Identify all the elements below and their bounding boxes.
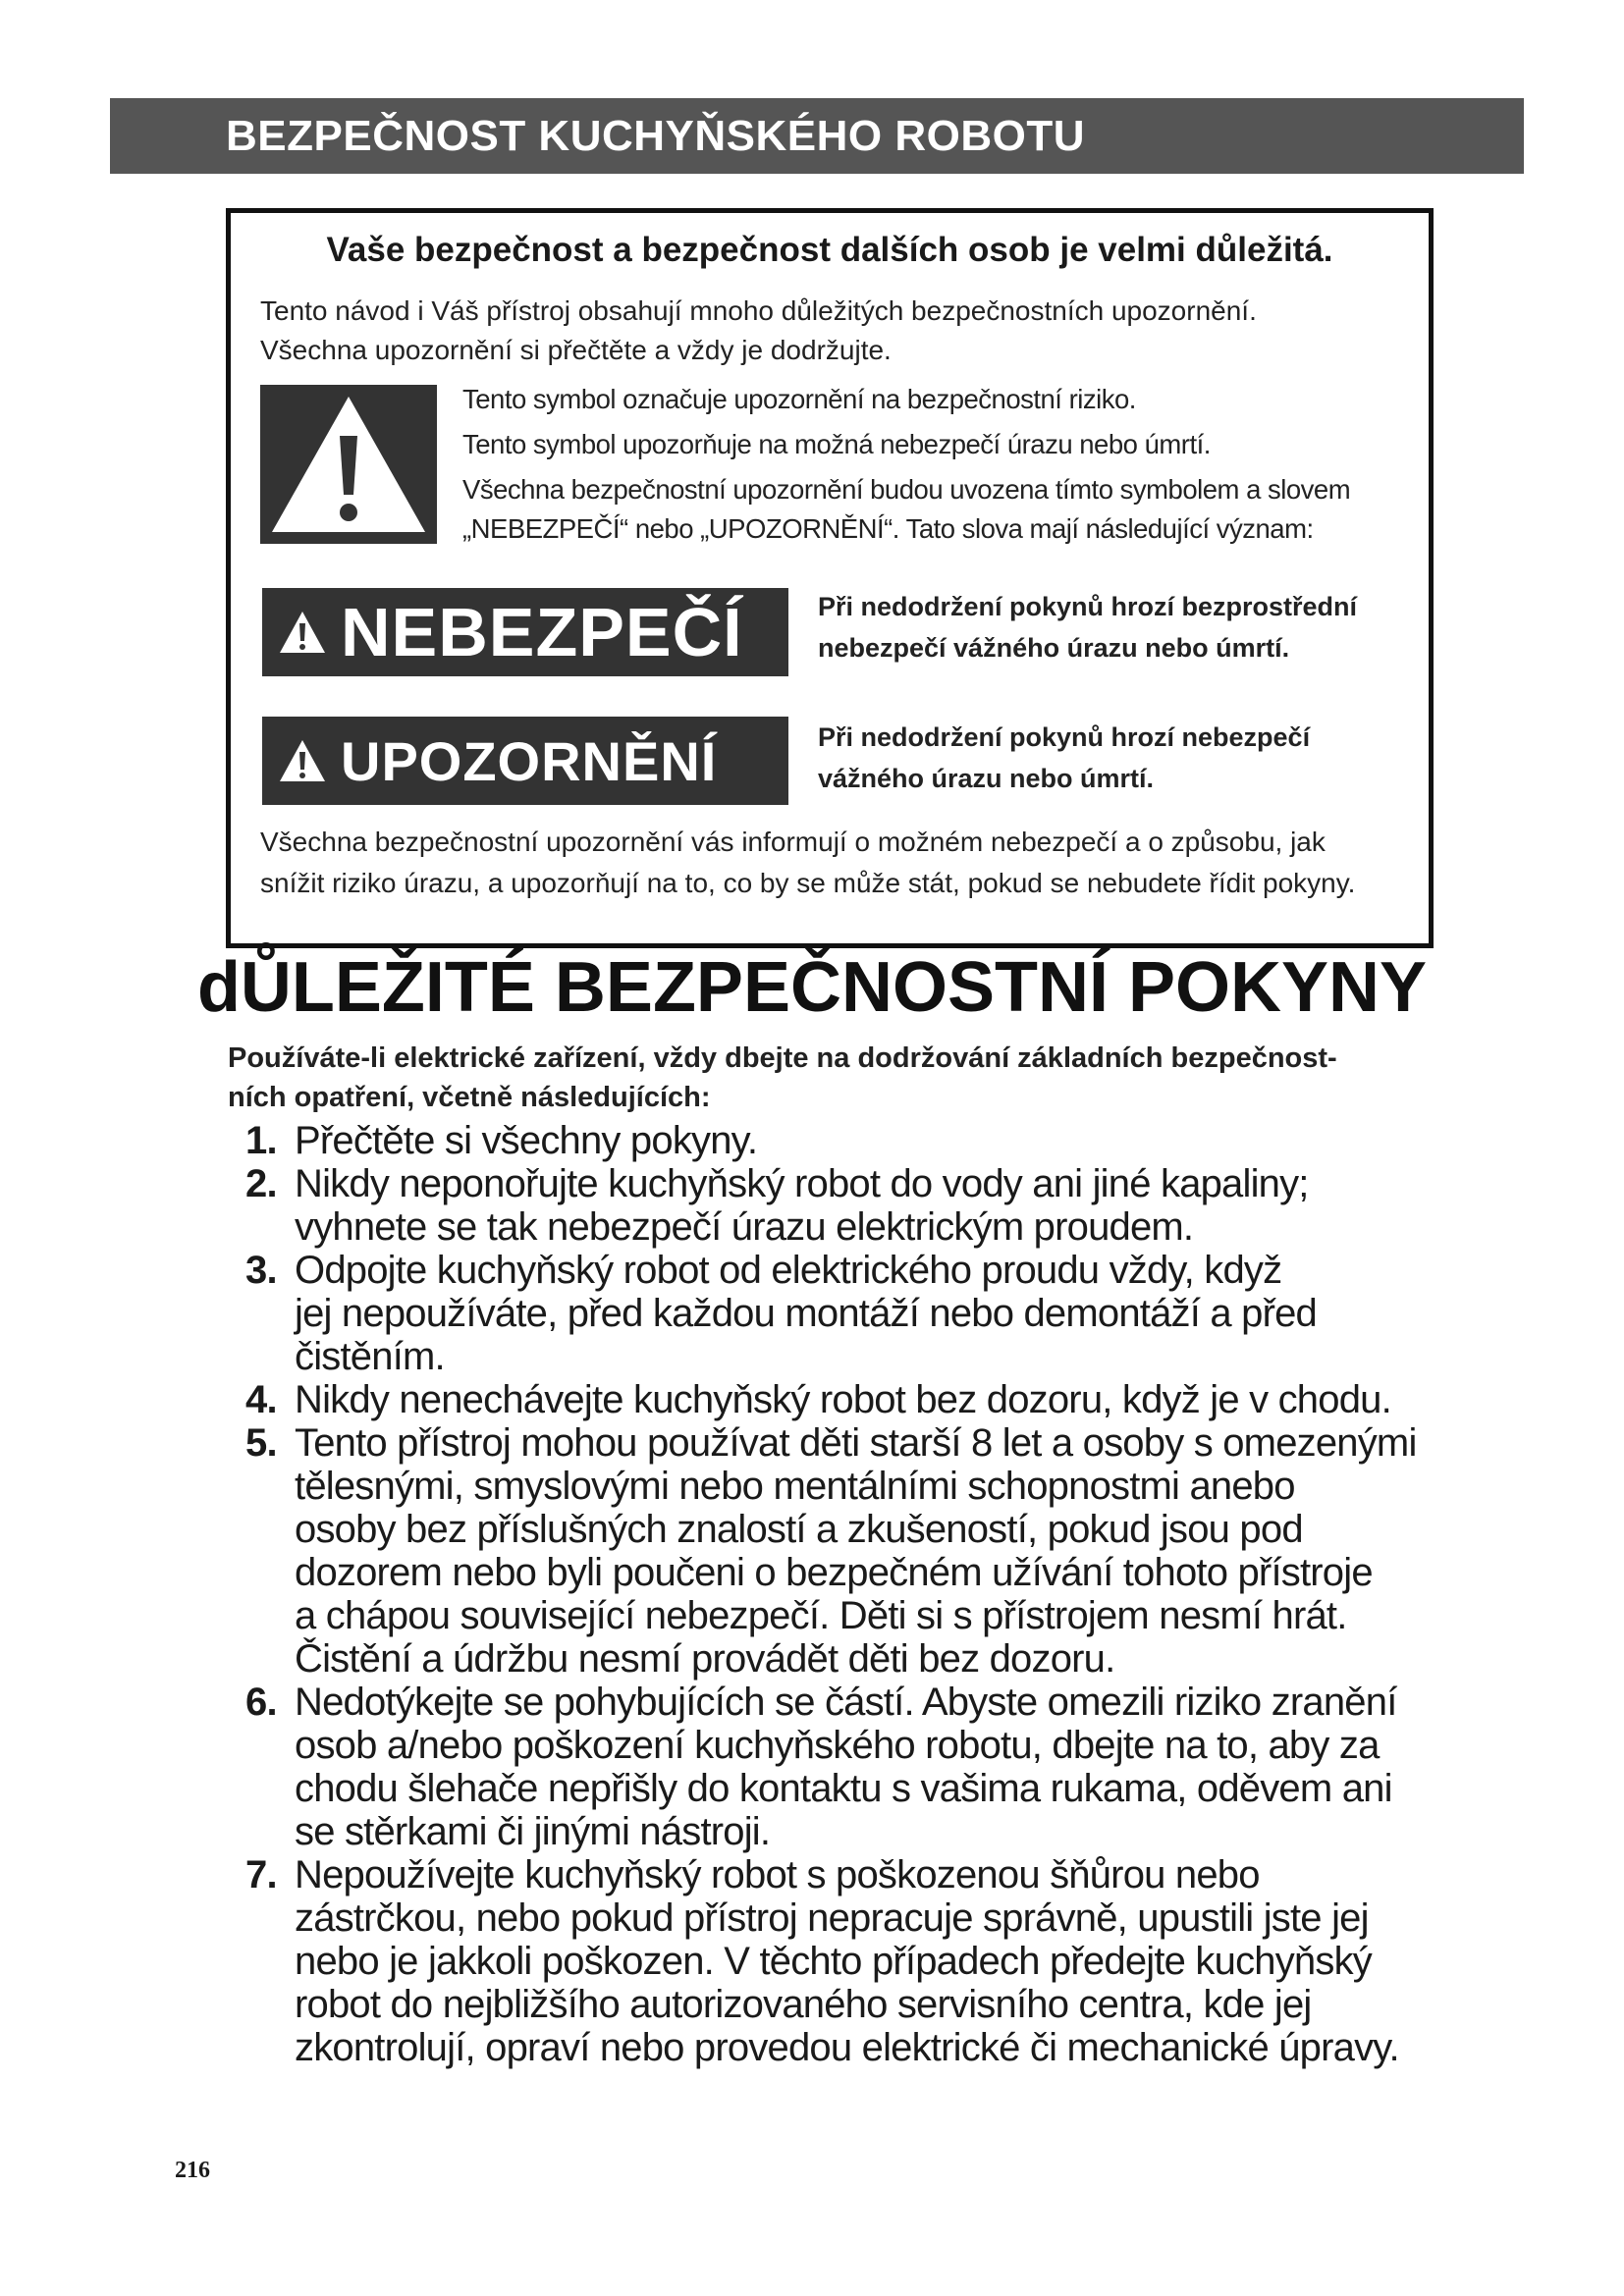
danger-signal-label [262, 588, 788, 676]
safety-notice-box [226, 208, 1434, 948]
instruction-line: a chápou související nebezpečí. Děti si s přístrojem nesmí hrát. [295, 1594, 1347, 1637]
instruction-item [245, 1853, 1473, 2069]
instruction-number: 4. [245, 1378, 277, 1421]
closing-line: snížit riziko úrazu, a upozorňují na to, co by se může stát, pokud se nebudete řídit pokyny. [260, 868, 1356, 898]
danger-description-line: Při nedodržení pokynů hrozí bezprostřední [818, 592, 1358, 621]
instruction-line: robot do nejbližšího autorizovaného servisního centra, kde jej [295, 1983, 1312, 2026]
instruction-line: Nedotýkejte se pohybujících se částí. Abyste omezili riziko zranění [295, 1681, 1397, 1724]
notice-intro-line: Všechna upozornění si přečtěte a vždy je dodržujte. [260, 335, 892, 365]
warning-description-line: Při nedodržení pokynů hrozí nebezpečí [818, 722, 1311, 752]
instruction-line: Nikdy nenechávejte kuchyňský robot bez dozoru, když je v chodu. [295, 1378, 1391, 1421]
closing-line: Všechna bezpečnostní upozornění vás informují o možném nebezpečí a o způsobu, jak [260, 827, 1326, 857]
instruction-item [245, 1249, 1473, 1378]
danger-description [818, 586, 1427, 668]
warning-word: UPOZORNĚNÍ [341, 729, 718, 792]
instruction-item [245, 1162, 1473, 1249]
notice-intro [260, 292, 1257, 370]
page-number: 216 [175, 2158, 210, 2183]
instruction-number: 7. [245, 1853, 277, 1896]
instruction-line: zkontrolují, opraví nebo provedou elektrické či mechanické úpravy. [295, 2026, 1399, 2069]
symbol-line: Tento symbol upozorňuje na možná nebezpečí úrazu nebo úmrtí. [462, 429, 1211, 459]
instruction-number: 3. [245, 1249, 277, 1292]
symbol-line: Všechna bezpečnostní upozornění budou uvozena tímto symbolem a slovem [462, 474, 1351, 505]
danger-word: NEBEZPEČÍ [341, 594, 743, 670]
instruction-line: čistěním. [295, 1335, 445, 1378]
instruction-number: 2. [245, 1162, 277, 1205]
notice-closing [260, 822, 1419, 904]
symbol-explanation [462, 380, 1425, 549]
instruction-item [245, 1119, 1473, 1162]
safety-alert-symbol-icon [260, 385, 437, 544]
instruction-number: 6. [245, 1681, 277, 1724]
danger-description-line: nebezpečí vážného úrazu nebo úmrtí. [818, 633, 1290, 663]
instructions-title: dŮLEŽITÉ BEZPEČNOSTNÍ POKYNY [196, 948, 1428, 1027]
warning-triangle-icon [278, 738, 327, 783]
instruction-line: vyhnete se tak nebezpečí úrazu elektrickým proudem. [295, 1205, 1194, 1249]
instruction-line: Tento přístroj mohou používat děti starší 8 let a osoby s omezenými [295, 1421, 1417, 1465]
section-header-bar [110, 98, 1524, 174]
instruction-list [245, 1119, 1473, 2069]
symbol-line: „NEBEZPEČÍ“ nebo „UPOZORNĚNÍ“. Tato slova mají následující význam: [462, 513, 1314, 544]
instruction-item [245, 1378, 1473, 1421]
warning-triangle-icon [278, 610, 327, 655]
instructions-lead [228, 1039, 1426, 1117]
instruction-line: Čistění a údržbu nesmí provádět děti bez dozoru. [295, 1637, 1115, 1681]
warning-description [818, 717, 1427, 799]
instruction-line: zástrčkou, nebo pokud přístroj nepracuje správně, upustili jste jej [295, 1896, 1369, 1940]
instruction-line: chodu šlehače nepřišly do kontaktu s vašima rukama, oděvem ani [295, 1767, 1392, 1810]
symbol-line: Tento symbol označuje upozornění na bezpečnostní riziko. [462, 384, 1136, 414]
notice-title: Vaše bezpečnost a bezpečnost dalších osob je velmi důležitá. [326, 231, 1333, 269]
instruction-line: osoby bez příslušných znalostí a zkušeností, pokud jsou pod [295, 1508, 1303, 1551]
section-header-title: BEZPEČNOST KUCHYŇSKÉHO ROBOTU [226, 112, 1085, 160]
instruction-number: 5. [245, 1421, 277, 1465]
warning-signal-label [262, 717, 788, 805]
instruction-number: 1. [245, 1119, 277, 1162]
instruction-line: Přečtěte si všechny pokyny. [295, 1119, 758, 1162]
instruction-line: tělesnými, smyslovými nebo mentálními schopnostmi anebo [295, 1465, 1295, 1508]
instruction-item [245, 1681, 1473, 1853]
instruction-line: osob a/nebo poškození kuchyňského robotu, dbejte na to, aby za [295, 1724, 1380, 1767]
lead-line: ních opatření, včetně následujících: [228, 1082, 711, 1113]
notice-intro-line: Tento návod i Váš přístroj obsahují mnoho důležitých bezpečnostních upozornění. [260, 295, 1257, 326]
instruction-line: Odpojte kuchyňský robot od elektrického proudu vždy, když [295, 1249, 1282, 1292]
lead-line: Používáte-li elektrické zařízení, vždy dbejte na dodržování základních bezpečnost- [228, 1042, 1337, 1074]
warning-description-line: vážného úrazu nebo úmrtí. [818, 764, 1155, 793]
instruction-line: nebo je jakkoli poškozen. V těchto případech předejte kuchyňský [295, 1940, 1372, 1983]
instruction-line: dozorem nebo byli poučeni o bezpečném užívání tohoto přístroje [295, 1551, 1373, 1594]
instruction-line: jej nepoužíváte, před každou montáží nebo demontáží a před [295, 1292, 1317, 1335]
instruction-line: Nepoužívejte kuchyňský robot s poškozenou šňůrou nebo [295, 1853, 1260, 1896]
instruction-line: se stěrkami či jinými nástroji. [295, 1810, 771, 1853]
instruction-line: Nikdy neponořujte kuchyňský robot do vody ani jiné kapaliny; [295, 1162, 1309, 1205]
instruction-item [245, 1421, 1473, 1681]
